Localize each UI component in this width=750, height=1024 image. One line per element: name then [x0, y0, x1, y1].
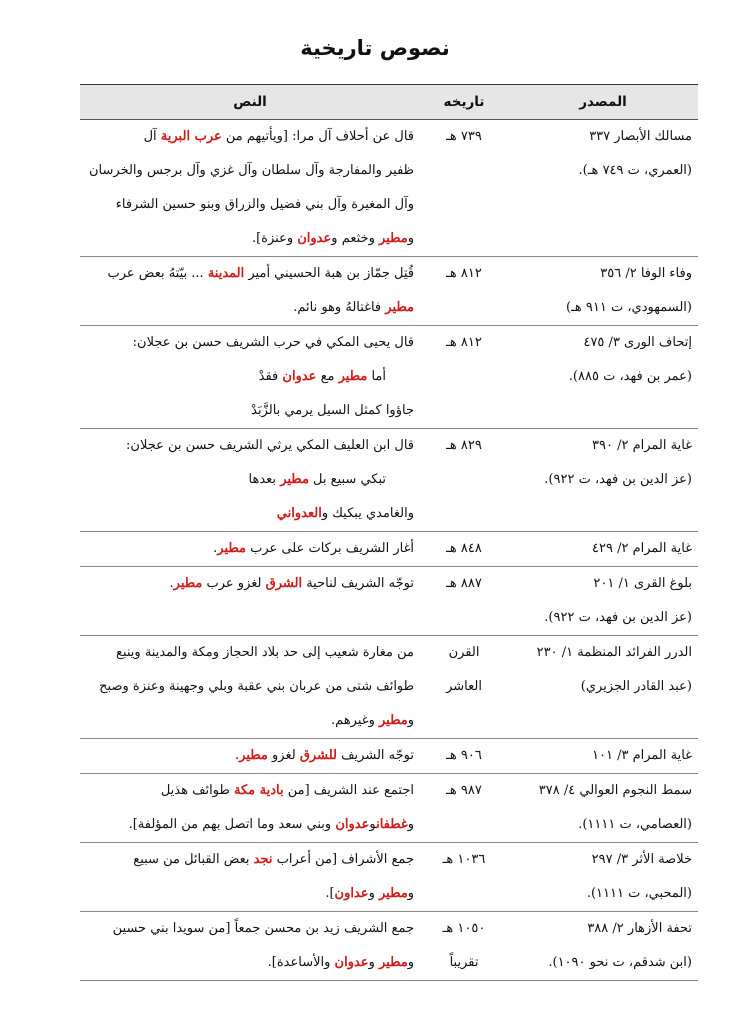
page-title: نصوص تاريخية: [300, 36, 450, 60]
source-line: (عز الدين بن فهد، ت ٩٢٢).: [544, 472, 692, 487]
source-line: (المحبي، ت ١١١١).: [586, 886, 692, 901]
date-cell: [420, 912, 508, 981]
text-segment: بعدها: [248, 472, 281, 487]
text-cell: [80, 567, 420, 636]
text-segment: بعض القبائل من سبيع: [133, 852, 254, 867]
date-line: ٨١٢ هـ: [446, 266, 482, 281]
text-line: [86, 120, 414, 154]
header-date: تاريخه: [420, 85, 508, 120]
text-segment: من مغارة شعيب إلى حد بلاد الحجاز ومكة والمدينة وينبع: [116, 645, 414, 660]
source-cell: [508, 257, 698, 326]
date-cell: [420, 739, 508, 774]
date-cell: [420, 257, 508, 326]
text-cell: [80, 532, 420, 567]
date-cell: [420, 843, 508, 912]
date-cell: [420, 120, 508, 257]
date-line: ١٠٥٠ هـ: [442, 921, 486, 936]
source-cell: [508, 912, 698, 981]
table-row: [80, 739, 698, 774]
source-line: (ابن شدقم، ت نحو ١٠٩٠).: [548, 955, 692, 970]
date-line: القرن: [448, 645, 480, 660]
text-segment: قال يحيى المكي في حرب الشريف حسن بن عجلان:: [132, 335, 414, 350]
highlighted-term: مطير: [239, 748, 268, 763]
text-line: [86, 774, 414, 808]
text-segment: جمع الأشراف [من أعراب: [272, 852, 414, 867]
text-segment: آل: [143, 129, 161, 144]
text-line: [86, 394, 414, 428]
text-segment: والغامدي يبكيك و: [321, 506, 414, 521]
text-segment: لغزو عرب: [202, 576, 266, 591]
text-segment: و: [407, 713, 414, 728]
date-line: ٨٤٨ هـ: [446, 541, 482, 556]
source-line: (العمري، ت ٧٤٩ هـ).: [578, 163, 692, 178]
text-segment: و: [368, 955, 379, 970]
source-cell: [508, 567, 698, 636]
text-segment: وخثعم و: [331, 231, 379, 246]
text-line: [86, 463, 414, 497]
highlighted-term: مطير: [378, 231, 408, 246]
text-segment: جاؤوا كمثل السيل يرمي بالزَّبَدْ: [251, 403, 414, 418]
date-line: العاشر: [446, 679, 482, 694]
source-cell: [508, 843, 698, 912]
text-line: [86, 360, 414, 394]
text-cell: [80, 429, 420, 532]
source-line: (عمر بن فهد، ت ٨٨٥).: [568, 369, 692, 384]
highlighted-term: عدوان: [282, 369, 317, 384]
highlighted-term: مطير: [378, 955, 408, 970]
text-segment: لغزو: [267, 748, 300, 763]
text-line: [86, 497, 414, 531]
date-cell: [420, 774, 508, 843]
header-text: النص: [80, 85, 420, 120]
header-row: [80, 85, 698, 120]
highlighted-term: عدوان: [335, 817, 370, 832]
text-segment: و: [407, 817, 414, 832]
text-line: [86, 291, 414, 325]
source-line: وفاء الوفا ٢/ ٣٥٦: [600, 266, 692, 281]
source-cell: [508, 326, 698, 429]
source-line: الدرر الفرائد المنظمة ١/ ٢٣٠: [536, 645, 692, 660]
table-row: [80, 636, 698, 739]
text-line: [86, 188, 414, 222]
text-line: [86, 704, 414, 738]
date-line: ٩٠٦ هـ: [446, 748, 482, 763]
text-line: [86, 532, 414, 566]
table-row: [80, 120, 698, 257]
date-cell: [420, 532, 508, 567]
highlighted-term: مطير: [217, 541, 247, 556]
table-row: [80, 774, 698, 843]
date-line: ٨١٢ هـ: [446, 335, 482, 350]
text-segment: طوائف شتى من عربان بني عقبة وبلي وجهينة وعنزة وصبح: [99, 679, 414, 694]
text-cell: [80, 326, 420, 429]
text-segment: توجّه الشريف لناحية: [302, 576, 414, 591]
table-row: [80, 532, 698, 567]
text-segment: قال ابن العليف المكي يرثي الشريف حسن بن عجلان:: [126, 438, 414, 453]
text-cell: [80, 739, 420, 774]
highlighted-term: مطير: [378, 713, 408, 728]
highlighted-term: عداون: [334, 886, 369, 901]
text-cell: [80, 257, 420, 326]
text-line: [86, 567, 414, 601]
text-segment: أما: [367, 369, 386, 384]
date-line: ٩٨٧ هـ: [446, 783, 482, 798]
text-segment: اجتمع عند الشريف [من: [283, 783, 414, 798]
text-segment: والأساعدة].: [267, 955, 335, 970]
text-segment: توجّه الشريف: [336, 748, 414, 763]
date-line: ٧٣٩ هـ: [446, 129, 482, 144]
text-cell: [80, 636, 420, 739]
source-cell: [508, 636, 698, 739]
text-segment: وعنزة].: [251, 231, 298, 246]
text-segment: و: [407, 231, 414, 246]
text-line: [86, 429, 414, 463]
text-line: [86, 877, 414, 911]
text-segment: ... بيّتهُ بعض عرب: [107, 266, 208, 281]
text-segment: وغيرهم.: [331, 713, 379, 728]
source-line: غاية المرام ٢/ ٣٩٠: [592, 438, 692, 453]
text-segment: قال عن أحلاف آل مرا: [ويأتيهم من: [221, 129, 414, 144]
highlighted-term: مطير: [280, 472, 309, 487]
text-segment: فاغتالهُ وهو نائم.: [293, 300, 386, 315]
highlighted-term: للشرق: [299, 748, 337, 763]
table-header: [80, 85, 698, 120]
text-line: [86, 843, 414, 877]
date-line: ٨٢٩ هـ: [446, 438, 482, 453]
source-line: إتحاف الورى ٣/ ٤٧٥: [583, 335, 692, 350]
highlighted-term: عرب البرية: [160, 129, 222, 144]
source-line: غاية المرام ٣/ ١٠١: [592, 748, 692, 763]
highlighted-term: مطير: [385, 300, 414, 315]
text-segment: جمع الشريف زيد بن محسن جمعاً [من سويدا بني حسين: [112, 921, 414, 936]
date-line: ١٠٣٦ هـ: [442, 852, 486, 867]
text-segment: تبكي سبيع بل: [308, 472, 386, 487]
highlighted-term: نجد: [253, 852, 273, 867]
text-segment: فقدْ: [258, 369, 283, 384]
table-row: [80, 257, 698, 326]
text-segment: .: [169, 576, 174, 591]
date-cell: [420, 567, 508, 636]
header-source: المصدر: [508, 85, 698, 120]
table-body: [80, 120, 698, 981]
text-line: [86, 257, 414, 291]
text-segment: و: [407, 955, 414, 970]
text-segment: و: [407, 886, 414, 901]
text-line: [86, 739, 414, 773]
text-segment: و: [369, 817, 377, 832]
highlighted-term: العدواني: [276, 506, 322, 521]
source-cell: [508, 739, 698, 774]
text-line: [86, 912, 414, 946]
table-row: [80, 843, 698, 912]
text-line: [86, 636, 414, 670]
text-segment: طوائف هذيل: [160, 783, 234, 798]
highlighted-term: عدوان: [297, 231, 332, 246]
text-cell: [80, 774, 420, 843]
text-cell: [80, 120, 420, 257]
date-cell: [420, 326, 508, 429]
text-segment: .: [213, 541, 218, 556]
source-line: غاية المرام ٢/ ٤٢٩: [592, 541, 692, 556]
date-line: تقريباً: [449, 955, 479, 970]
table-row: [80, 912, 698, 981]
source-line: بلوغ القرى ١/ ٢٠١: [593, 576, 692, 591]
highlighted-term: المدينة: [207, 266, 245, 281]
text-cell: [80, 912, 420, 981]
text-line: [86, 670, 414, 704]
highlighted-term: غطفان: [376, 817, 408, 832]
text-line: [86, 326, 414, 360]
text-segment: مع: [316, 369, 339, 384]
source-line: خلاصة الأثر ٣/ ٢٩٧: [591, 852, 692, 867]
text-segment: قُتِل جمّاز بن هبة الحسيني أمير: [244, 266, 414, 281]
source-cell: [508, 429, 698, 532]
text-line: [86, 222, 414, 256]
text-segment: أغار الشريف بركات على عرب: [246, 541, 414, 556]
text-segment: ].: [325, 886, 335, 901]
date-line: ٨٨٧ هـ: [446, 576, 482, 591]
highlighted-term: مطير: [338, 369, 368, 384]
source-cell: [508, 532, 698, 567]
history-table: [80, 84, 698, 981]
source-line: سمط النجوم العوالي ٤/ ٣٧٨: [538, 783, 692, 798]
date-cell: [420, 429, 508, 532]
source-cell: [508, 774, 698, 843]
highlighted-term: الشرق: [265, 576, 303, 591]
table-row: [80, 429, 698, 532]
text-segment: وبني سعد وما اتصل بهم من المؤلفة].: [128, 817, 336, 832]
date-cell: [420, 636, 508, 739]
table-row: [80, 567, 698, 636]
text-cell: [80, 843, 420, 912]
text-line: [86, 808, 414, 842]
text-segment: و: [368, 886, 379, 901]
text-line: [86, 946, 414, 980]
text-line: [86, 154, 414, 188]
source-cell: [508, 120, 698, 257]
highlighted-term: مطير: [173, 576, 203, 591]
highlighted-term: بادية مكة: [234, 783, 284, 798]
text-segment: .: [235, 748, 240, 763]
table-row: [80, 326, 698, 429]
text-segment: ظفير والمفارجة وآل سلطان وآل غزي وآل برجس والخرسان: [89, 163, 414, 178]
source-line: (عبد القادر الجزيري): [580, 679, 692, 694]
source-line: تحفة الأزهار ٢/ ٣٨٨: [587, 921, 692, 936]
highlighted-term: مطير: [378, 886, 408, 901]
source-line: مسالك الأبصار ٣٣٧: [589, 129, 692, 144]
source-line: (عز الدين بن فهد، ت ٩٢٢).: [544, 610, 692, 625]
text-segment: وآل المغيرة وآل بني فضيل والزراق وبنو حسين الشرفاء: [115, 197, 414, 212]
highlighted-term: عدوان: [334, 955, 369, 970]
source-line: (السمهودي، ت ٩١١ هـ): [566, 300, 692, 315]
source-line: (العصامي، ت ١١١١).: [578, 817, 692, 832]
